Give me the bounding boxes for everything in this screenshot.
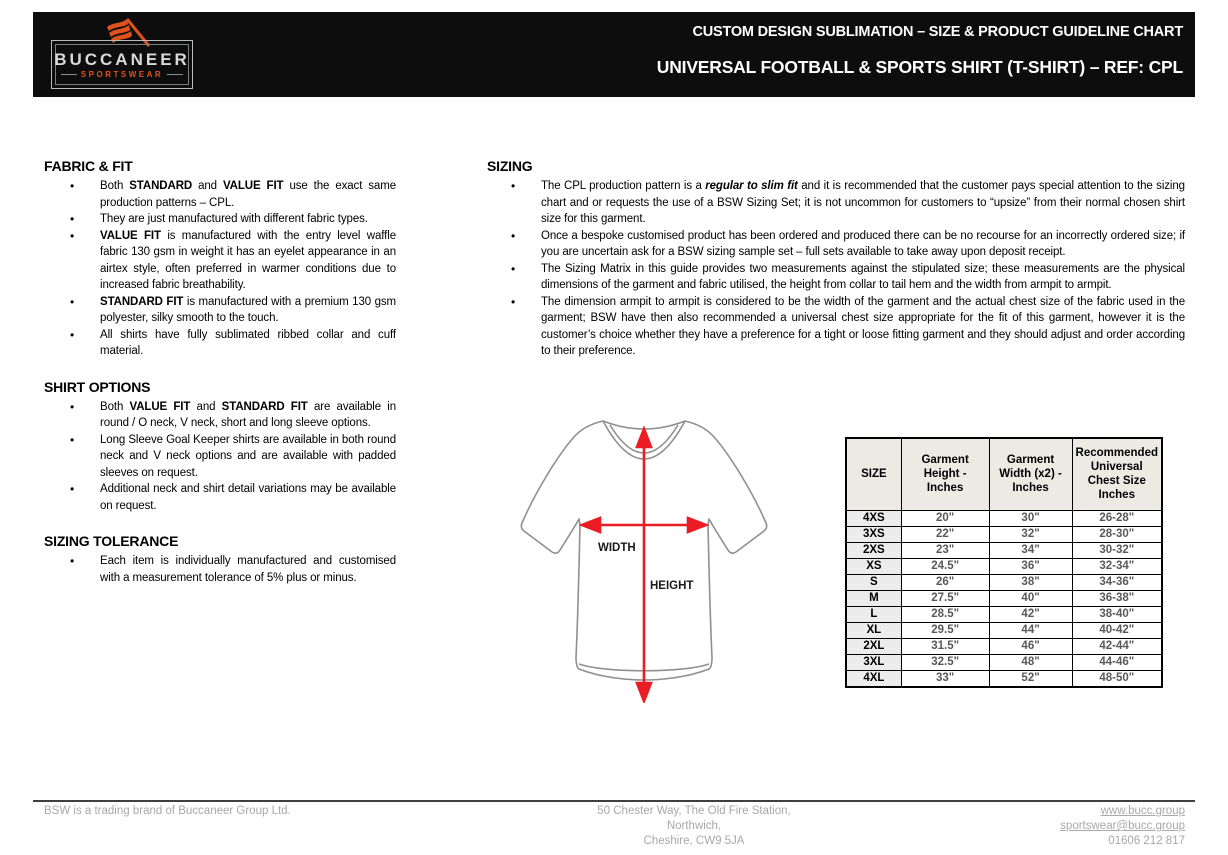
section-heading: FABRIC & FIT <box>44 158 133 174</box>
bullet-item: • Both STANDARD and VALUE FIT use the exact same production patterns – CPL. <box>44 178 396 211</box>
size-label-cell: 2XS <box>846 542 901 558</box>
measurement-cell: 46" <box>989 638 1072 654</box>
section-heading: SIZING TOLERANCE <box>44 533 179 549</box>
table-row <box>846 574 1162 590</box>
left-column <box>44 158 396 605</box>
measurement-cell: 31.5" <box>901 638 989 654</box>
measurement-cell: 52" <box>989 670 1072 687</box>
tshirt-measurement-diagram <box>514 407 776 703</box>
footer-phone: 01606 212 817 <box>1108 835 1185 847</box>
measurement-cell: 29.5" <box>901 622 989 638</box>
logo-rule-right <box>167 74 183 75</box>
logo-rule-left <box>61 74 77 75</box>
section-bullet-list <box>44 553 396 586</box>
table-row <box>846 526 1162 542</box>
height-arrow-head-bottom <box>637 683 651 701</box>
measurement-cell: 36-38" <box>1072 590 1162 606</box>
section-bullet-list <box>44 178 396 360</box>
measurement-cell: 42" <box>989 606 1072 622</box>
width-label: WIDTH <box>598 542 636 554</box>
measurement-cell: 30" <box>989 510 1072 526</box>
section-bullet-list <box>44 399 396 515</box>
size-label-cell: S <box>846 574 901 590</box>
table-row <box>846 558 1162 574</box>
size-label-cell: 4XL <box>846 670 901 687</box>
size-table-container <box>845 437 1163 688</box>
bullet-item: • All shirts have fully sublimated ribbed collar and cuff material. <box>44 327 396 360</box>
bullet-item: • Once a bespoke customised product has been ordered and produced there can be no recourse for an incorrectly ordered size; if you are uncertain ask for a BSW sizing sample set – full sets available to take away upon deposit receipt. <box>487 228 1185 261</box>
height-label: HEIGHT <box>650 580 694 592</box>
bullet-item: • The CPL production pattern is a regular to slim fit and it is recommended that the customer pays special attention to the sizing chart and or requests the use of a BSW Sizing Set; it is not uncommon for customers to “upsize” from their normal chosen shirt size for this garment. <box>487 178 1185 228</box>
footer-trading-note: BSW is a trading brand of Buccaneer Group Ltd. <box>44 805 291 817</box>
footer-address-line: Cheshire, CW9 5JA <box>643 835 745 847</box>
table-row <box>846 670 1162 687</box>
section-heading: SHIRT OPTIONS <box>44 378 151 395</box>
measurement-cell: 40-42" <box>1072 622 1162 638</box>
table-header-row <box>846 438 1162 510</box>
measurement-cell: 44-46" <box>1072 654 1162 670</box>
size-label-cell: 4XS <box>846 510 901 526</box>
measurement-cell: 32.5" <box>901 654 989 670</box>
measurement-cell: 32" <box>989 526 1072 542</box>
measurement-cell: 26-28" <box>1072 510 1162 526</box>
brand-subtitle: SPORTSWEAR <box>80 69 164 79</box>
table-column-header: SIZE <box>846 438 901 510</box>
table-column-header: Recommended Universal Chest Size Inches <box>1072 438 1162 510</box>
bullet-item: • Both VALUE FIT and STANDARD FIT are available in round / O neck, V neck, short and long sleeve options. <box>44 399 396 432</box>
bullet-item: • VALUE FIT is manufactured with the entry level waffle fabric 130 gsm in weight it has an eyelet appearance in an airtex style, often preferred in warmer conditions due to increased fabric breathability. <box>44 228 396 294</box>
measurement-cell: 48-50" <box>1072 670 1162 687</box>
brand-name: BUCCANEER <box>54 49 190 69</box>
sizing-bullet-list <box>487 178 1185 360</box>
measurement-cell: 28.5" <box>901 606 989 622</box>
measurement-cell: 22" <box>901 526 989 542</box>
size-label-cell: L <box>846 606 901 622</box>
table-row <box>846 622 1162 638</box>
footer-address-line: 50 Chester Way, The Old Fire Station, <box>597 805 791 817</box>
bullet-item: • Additional neck and shirt detail variations may be available on request. <box>44 481 396 514</box>
size-label-cell: 3XL <box>846 654 901 670</box>
logo-frame <box>51 40 193 89</box>
size-label-cell: 2XL <box>846 638 901 654</box>
table-row <box>846 638 1162 654</box>
measurement-cell: 27.5" <box>901 590 989 606</box>
footer-divider <box>33 800 1195 802</box>
measurement-cell: 42-44" <box>1072 638 1162 654</box>
measurement-cell: 26" <box>901 574 989 590</box>
footer-link[interactable]: sportswear@bucc.group <box>1060 820 1185 832</box>
bullet-item: • Long Sleeve Goal Keeper shirts are available in both round neck and V neck options and are available with padded sleeves on request. <box>44 432 396 482</box>
table-column-header: Garment Width (x2) - Inches <box>989 438 1072 510</box>
size-label-cell: 3XS <box>846 526 901 542</box>
section <box>44 533 396 586</box>
table-row <box>846 542 1162 558</box>
section <box>44 379 396 515</box>
measurement-cell: 40" <box>989 590 1072 606</box>
footer-address <box>453 804 935 849</box>
size-table <box>845 437 1163 688</box>
measurement-cell: 48" <box>989 654 1072 670</box>
table-row <box>846 590 1162 606</box>
size-label-cell: M <box>846 590 901 606</box>
measurement-cell: 34" <box>989 542 1072 558</box>
measurement-cell: 33" <box>901 670 989 687</box>
measurement-cell: 20" <box>901 510 989 526</box>
footer-link[interactable]: www.bucc.group <box>1100 805 1185 817</box>
measurement-cell: 44" <box>989 622 1072 638</box>
measurement-cell: 32-34" <box>1072 558 1162 574</box>
table-row <box>846 654 1162 670</box>
bullet-item: • The Sizing Matrix in this guide provides two measurements against the stipulated size; these measurements are the physical dimensions of the garment and fabric utilised, the height from collar to tail hem and the width from armpit to armpit. <box>487 261 1185 294</box>
table-row <box>846 510 1162 526</box>
bullet-item: • Each item is individually manufactured and customised with a measurement tolerance of 5% plus or minus. <box>44 553 396 586</box>
footer <box>33 804 1195 849</box>
measurement-cell: 28-30" <box>1072 526 1162 542</box>
measurement-cell: 24.5" <box>901 558 989 574</box>
size-label-cell: XS <box>846 558 901 574</box>
bullet-item: • STANDARD FIT is manufactured with a premium 130 gsm polyester, silky smooth to the touch. <box>44 294 396 327</box>
measurement-cell: 38" <box>989 574 1072 590</box>
sizing-heading: SIZING <box>487 158 533 174</box>
table-column-header: Garment Height - Inches <box>901 438 989 510</box>
section <box>44 158 396 360</box>
measurement-cell: 30-32" <box>1072 542 1162 558</box>
bullet-item: • The dimension armpit to armpit is considered to be the width of the garment and the actual chest size of the fabric used in the garment; BSW have then also recommended a universal chest size appropriate for the fit of this garment, however it is the customer’s choice whether they have a preference for a tight or loose fitting garment and they should adjust and order according to their preference. <box>487 294 1185 360</box>
document-title: UNIVERSAL FOOTBALL & SPORTS SHIRT (T-SHIRT) – REF: CPL <box>656 57 1183 77</box>
table-row <box>846 606 1162 622</box>
document-subtitle: CUSTOM DESIGN SUBLIMATION – SIZE & PRODUCT GUIDELINE CHART <box>692 24 1183 40</box>
measurement-cell: 38-40" <box>1072 606 1162 622</box>
bullet-item: • They are just manufactured with different fabric types. <box>44 211 396 228</box>
measurement-cell: 34-36" <box>1072 574 1162 590</box>
header-bar <box>33 12 1195 97</box>
footer-contacts <box>935 804 1195 849</box>
size-label-cell: XL <box>846 622 901 638</box>
header-titles <box>211 12 1195 97</box>
measurement-cell: 23" <box>901 542 989 558</box>
footer-address-line: Northwich, <box>666 820 722 832</box>
company-logo <box>51 12 211 97</box>
measurement-cell: 36" <box>989 558 1072 574</box>
right-column <box>487 158 1185 379</box>
